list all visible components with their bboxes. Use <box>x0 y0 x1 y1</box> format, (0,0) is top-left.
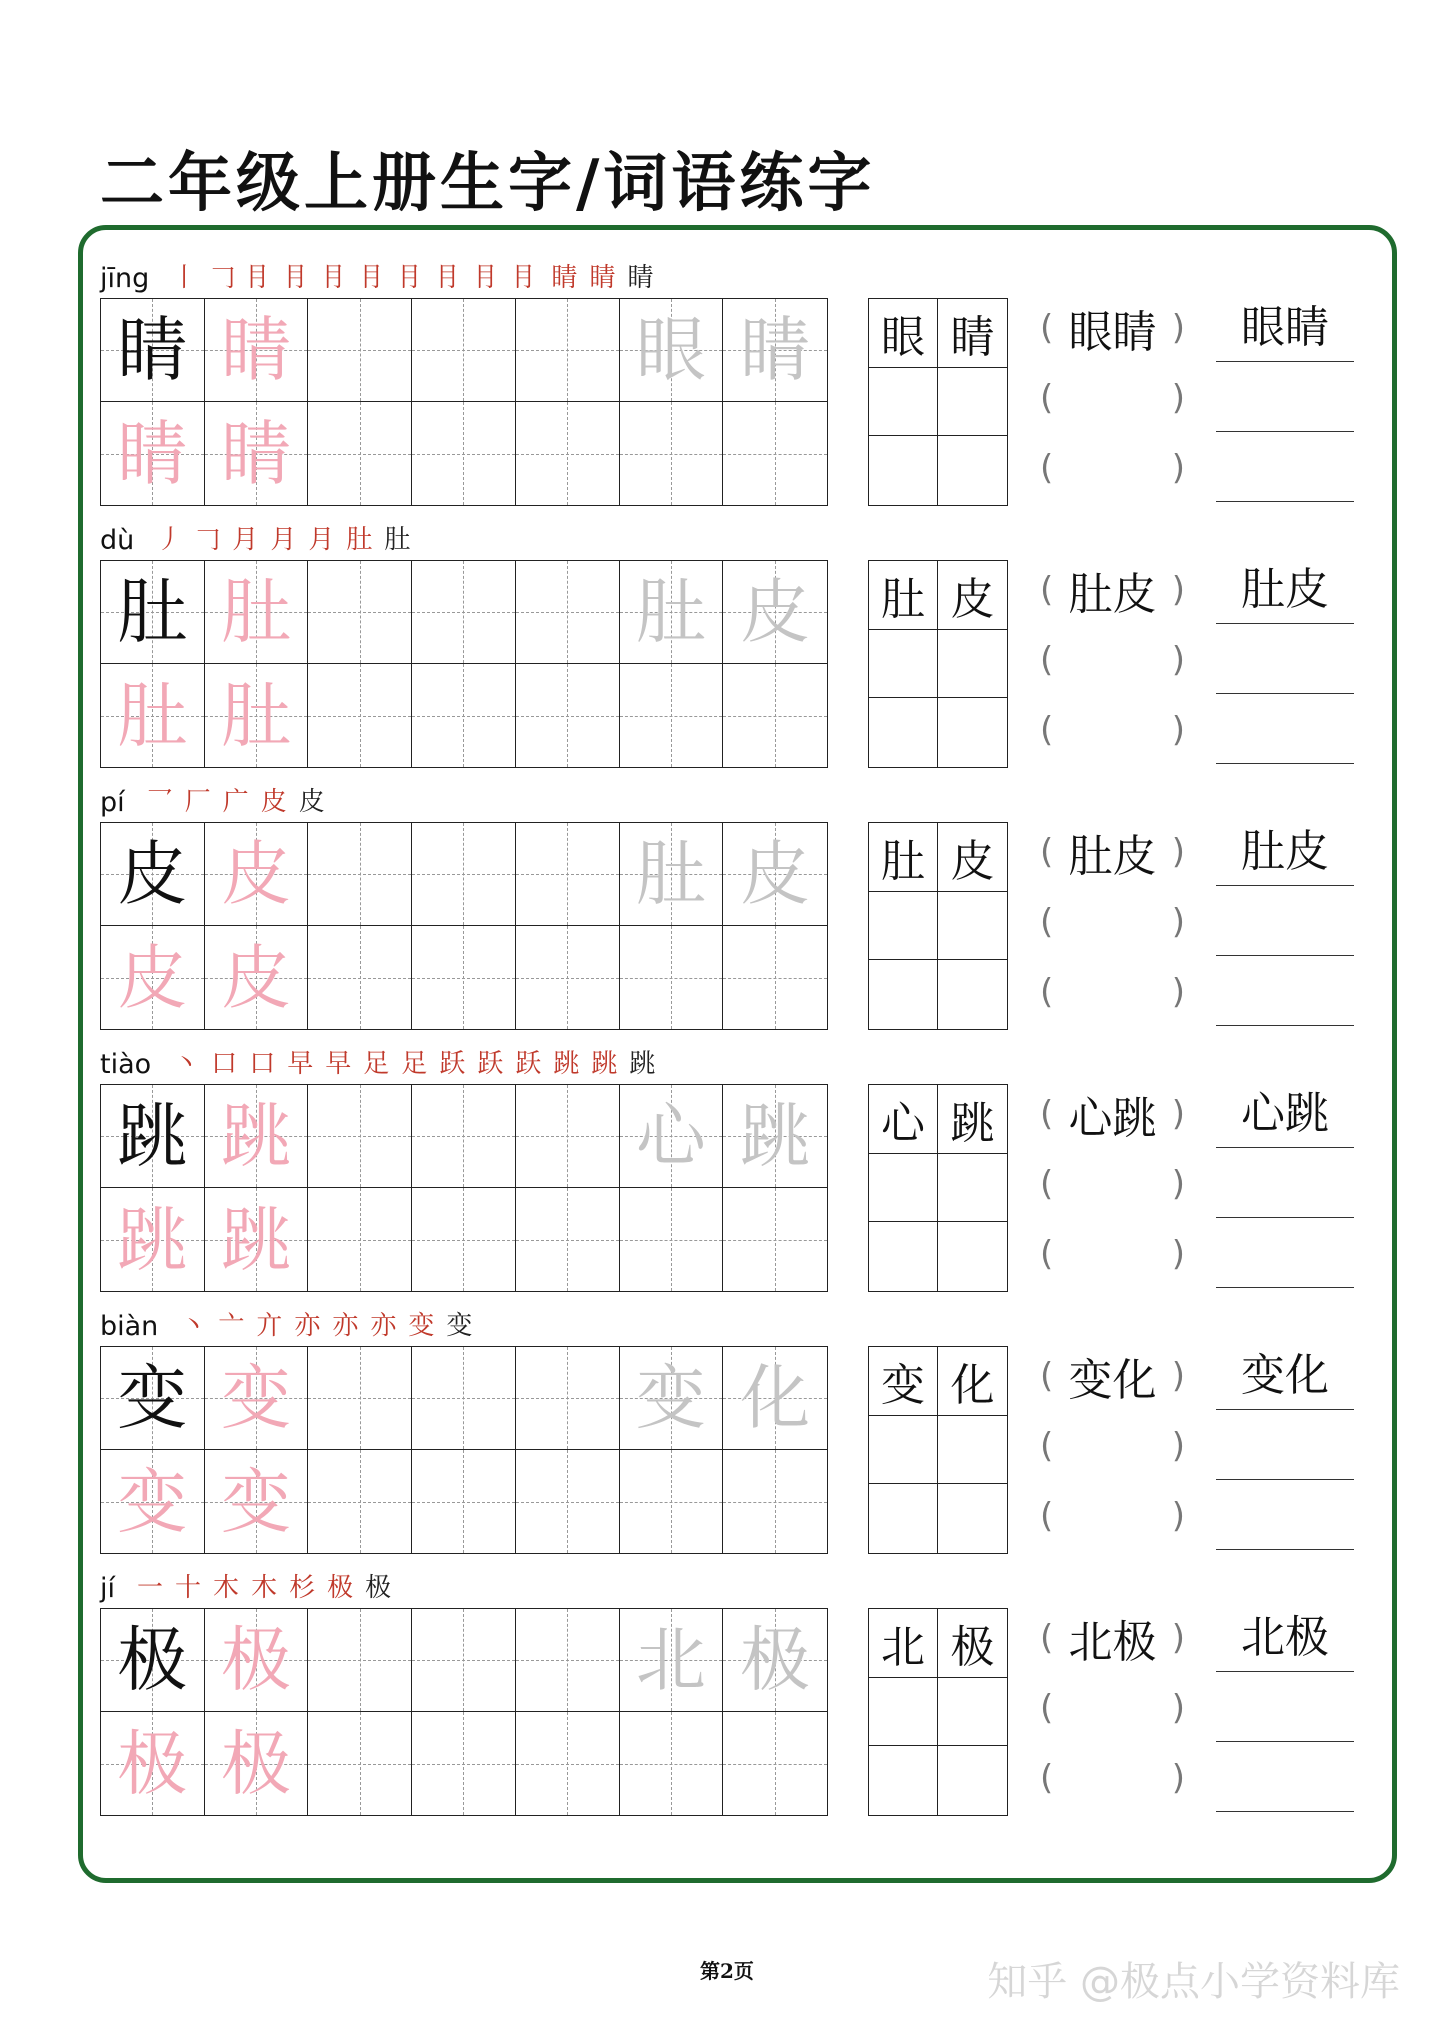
paren-blank[interactable]: ( ) <box>1040 902 1185 942</box>
word-cell-empty[interactable] <box>938 1416 1007 1485</box>
practice-cell-char: 变 <box>205 1347 309 1450</box>
word-cell-char: 肚 <box>869 561 938 630</box>
underline-word: 心跳 <box>1216 1084 1354 1148</box>
stroke-step: 丿 <box>156 525 183 555</box>
stroke-step: 跳 <box>629 1049 656 1079</box>
word-grid <box>868 560 1008 768</box>
pinyin: jīng <box>100 263 150 294</box>
paren-blank[interactable]: ( ) <box>1040 972 1185 1012</box>
practice-cell-empty[interactable] <box>412 664 516 767</box>
practice-cell-empty[interactable] <box>308 1712 412 1815</box>
stroke-step: 跃 <box>515 1049 542 1079</box>
paren-blank[interactable]: ( ) <box>1040 1496 1185 1536</box>
stroke-step: 极 <box>327 1573 354 1603</box>
practice-grid <box>100 1608 828 1816</box>
paren-blank[interactable]: ( ) <box>1040 710 1185 750</box>
paren-blank[interactable]: ( ) <box>1040 1688 1185 1728</box>
word-cell-char: 跳 <box>938 1085 1007 1154</box>
word-cell-char: 北 <box>869 1609 938 1678</box>
practice-cell-char: 化 <box>723 1347 827 1450</box>
word-cell-empty[interactable] <box>938 1154 1007 1223</box>
stroke-step: 肚 <box>346 525 373 555</box>
pinyin: dù <box>100 525 135 556</box>
word-cell-char: 肚 <box>869 823 938 892</box>
word-cell-empty[interactable] <box>869 368 938 437</box>
practice-cell-empty[interactable] <box>723 1188 827 1291</box>
practice-cell-char: 睛 <box>205 402 309 505</box>
word-cell-char: 极 <box>938 1609 1007 1678</box>
practice-cell-empty[interactable] <box>620 664 724 767</box>
practice-cell-char: 北 <box>620 1609 724 1712</box>
underline-blank[interactable] <box>1216 1486 1354 1550</box>
stroke-step: 跳 <box>553 1049 580 1079</box>
practice-cell-empty[interactable] <box>723 664 827 767</box>
practice-cell-empty[interactable] <box>308 1609 412 1712</box>
practice-cell-empty[interactable] <box>308 823 412 926</box>
practice-cell-char: 极 <box>205 1609 309 1712</box>
practice-cell-empty[interactable] <box>412 823 516 926</box>
practice-cell-empty[interactable] <box>723 1450 827 1553</box>
stroke-step: 足 <box>363 1049 390 1079</box>
practice-cell-empty[interactable] <box>412 1450 516 1553</box>
practice-cell-char: 极 <box>101 1609 205 1712</box>
word-cell-empty[interactable] <box>869 1678 938 1747</box>
word-cell-empty[interactable] <box>938 630 1007 699</box>
practice-cell-empty[interactable] <box>723 1712 827 1815</box>
stroke-step: 早 <box>287 1049 314 1079</box>
practice-grid <box>100 298 828 506</box>
underline-blank[interactable] <box>1216 368 1354 432</box>
word-cell-empty[interactable] <box>938 698 1007 767</box>
stroke-step: 木 <box>213 1573 240 1603</box>
practice-cell-char: 肚 <box>205 664 309 767</box>
stroke-step: ⺝ <box>247 263 274 293</box>
stroke-order-row <box>100 1566 403 1604</box>
practice-cell-empty[interactable] <box>308 299 412 402</box>
stroke-step: 口 <box>249 1049 276 1079</box>
underline-blank[interactable] <box>1216 1678 1354 1742</box>
underline-column <box>1216 1346 1354 1554</box>
practice-cell-empty[interactable] <box>412 1347 516 1450</box>
word-cell-empty[interactable] <box>869 1154 938 1223</box>
underline-column <box>1216 1084 1354 1292</box>
stroke-step: 亦 <box>370 1311 397 1341</box>
underline-word: 眼睛 <box>1216 298 1354 362</box>
stroke-step: ⺝ <box>513 263 540 293</box>
practice-cell-empty[interactable] <box>308 1450 412 1553</box>
pinyin: biàn <box>100 1311 159 1342</box>
stroke-step: 丨 <box>171 263 198 293</box>
word-cell-char: 化 <box>938 1347 1007 1416</box>
stroke-step: 丶 <box>180 1311 207 1341</box>
practice-cell-empty[interactable] <box>516 1085 620 1188</box>
stroke-step: 十 <box>175 1573 202 1603</box>
underline-blank[interactable] <box>1216 1416 1354 1480</box>
stroke-order-row <box>100 1042 667 1080</box>
practice-cell-char: 跳 <box>205 1188 309 1291</box>
stroke-step: 亣 <box>256 1311 283 1341</box>
paren-word: ( 肚皮 ) <box>1040 831 1185 882</box>
practice-cell-char: 肚 <box>620 561 724 664</box>
word-cell-empty[interactable] <box>938 1222 1007 1291</box>
practice-cell-char: 睛 <box>205 299 309 402</box>
stroke-step: 月 <box>308 525 335 555</box>
paren-word: ( 肚皮 ) <box>1040 569 1185 620</box>
word-cell-empty[interactable] <box>938 1678 1007 1747</box>
stroke-step: 杉 <box>289 1573 316 1603</box>
underline-blank[interactable] <box>1216 630 1354 694</box>
practice-cell-empty[interactable] <box>516 1609 620 1712</box>
word-cell-char: 皮 <box>938 823 1007 892</box>
practice-cell-char: 皮 <box>205 926 309 1029</box>
paren-blank[interactable]: ( ) <box>1040 378 1185 418</box>
practice-cell-empty[interactable] <box>412 561 516 664</box>
word-cell-char: 睛 <box>938 299 1007 368</box>
stroke-step: 早 <box>325 1049 352 1079</box>
stroke-step: 跳 <box>591 1049 618 1079</box>
paren-column <box>1040 1346 1185 1554</box>
practice-cell-char: 皮 <box>101 823 205 926</box>
practice-cell-char: 极 <box>723 1609 827 1712</box>
stroke-step: 丶 <box>173 1049 200 1079</box>
practice-cell-char: 睛 <box>101 299 205 402</box>
stroke-step: 𠃌 <box>194 525 221 555</box>
word-grid <box>868 1084 1008 1292</box>
stroke-order-row <box>100 780 337 818</box>
practice-cell-char: 变 <box>620 1347 724 1450</box>
word-cell-empty[interactable] <box>938 1746 1007 1815</box>
stroke-order-row <box>100 1304 484 1342</box>
practice-cell-char: 变 <box>101 1347 205 1450</box>
practice-cell-empty[interactable] <box>516 1347 620 1450</box>
word-cell-empty[interactable] <box>938 436 1007 505</box>
paren-blank[interactable]: ( ) <box>1040 448 1185 488</box>
underline-column <box>1216 560 1354 768</box>
practice-cell-char: 眼 <box>620 299 724 402</box>
stroke-step: 月 <box>270 525 297 555</box>
stroke-step: ⺝ <box>475 263 502 293</box>
word-cell-empty[interactable] <box>869 630 938 699</box>
underline-column <box>1216 822 1354 1030</box>
practice-cell-empty[interactable] <box>308 1188 412 1291</box>
practice-cell-empty[interactable] <box>308 926 412 1029</box>
practice-cell-empty[interactable] <box>412 1085 516 1188</box>
word-cell-empty[interactable] <box>869 960 938 1029</box>
practice-cell-empty[interactable] <box>308 402 412 505</box>
word-cell-char: 皮 <box>938 561 1007 630</box>
word-cell-empty[interactable] <box>869 1746 938 1815</box>
word-cell-empty[interactable] <box>938 1484 1007 1553</box>
practice-cell-empty[interactable] <box>412 1609 516 1712</box>
paren-word: ( 心跳 ) <box>1040 1093 1185 1144</box>
practice-cell-empty[interactable] <box>412 299 516 402</box>
underline-word: 变化 <box>1216 1346 1354 1410</box>
paren-column <box>1040 1084 1185 1292</box>
word-cell-empty[interactable] <box>938 892 1007 961</box>
practice-cell-empty[interactable] <box>516 1188 620 1291</box>
practice-cell-empty[interactable] <box>412 1188 516 1291</box>
practice-cell-char: 肚 <box>101 561 205 664</box>
practice-cell-char: 极 <box>101 1712 205 1815</box>
char-section <box>100 262 1360 517</box>
paren-blank[interactable]: ( ) <box>1040 1426 1185 1466</box>
stroke-step: 亦 <box>332 1311 359 1341</box>
practice-cell-empty[interactable] <box>516 299 620 402</box>
practice-cell-empty[interactable] <box>308 1085 412 1188</box>
practice-grid <box>100 1346 828 1554</box>
char-section <box>100 1048 1360 1303</box>
practice-grid <box>100 560 828 768</box>
paren-word: ( 变化 ) <box>1040 1355 1185 1406</box>
underline-blank[interactable] <box>1216 1224 1354 1288</box>
word-grid <box>868 1346 1008 1554</box>
practice-cell-char: 皮 <box>723 823 827 926</box>
underline-word: 肚皮 <box>1216 822 1354 886</box>
underline-column <box>1216 1608 1354 1816</box>
practice-cell-char: 跳 <box>723 1085 827 1188</box>
word-grid <box>868 822 1008 1030</box>
practice-cell-char: 皮 <box>723 561 827 664</box>
practice-cell-empty[interactable] <box>723 402 827 505</box>
underline-blank[interactable] <box>1216 438 1354 502</box>
paren-blank[interactable]: ( ) <box>1040 1758 1185 1798</box>
char-section <box>100 786 1360 1041</box>
practice-cell-empty[interactable] <box>516 664 620 767</box>
page-title: 二年级上册生字/词语练字 <box>100 147 876 221</box>
word-cell-empty[interactable] <box>938 960 1007 1029</box>
stroke-step: 皮 <box>298 787 325 817</box>
practice-cell-char: 跳 <box>205 1085 309 1188</box>
paren-word: ( 北极 ) <box>1040 1617 1185 1668</box>
practice-cell-char: 极 <box>205 1712 309 1815</box>
stroke-step: 肚 <box>384 525 411 555</box>
stroke-step: 亠 <box>218 1311 245 1341</box>
practice-cell-empty[interactable] <box>412 1712 516 1815</box>
stroke-step: 亦 <box>294 1311 321 1341</box>
word-cell-char: 眼 <box>869 299 938 368</box>
practice-cell-empty[interactable] <box>516 1450 620 1553</box>
char-section <box>100 524 1360 779</box>
paren-column <box>1040 560 1185 768</box>
word-cell-empty[interactable] <box>869 1484 938 1553</box>
practice-cell-char: 肚 <box>205 561 309 664</box>
practice-cell-empty[interactable] <box>308 664 412 767</box>
practice-cell-empty[interactable] <box>620 926 724 1029</box>
underline-blank[interactable] <box>1216 892 1354 956</box>
underline-word: 北极 <box>1216 1608 1354 1672</box>
paren-blank[interactable]: ( ) <box>1040 640 1185 680</box>
pinyin: pí <box>100 787 125 818</box>
word-cell-empty[interactable] <box>869 698 938 767</box>
stroke-order-row <box>100 256 665 294</box>
paren-column <box>1040 1608 1185 1816</box>
practice-cell-char: 睛 <box>101 402 205 505</box>
stroke-step: ⺝ <box>399 263 426 293</box>
stroke-step: 睛 <box>627 263 654 293</box>
stroke-step: 极 <box>365 1573 392 1603</box>
watermark: 知乎 @极点小学资料库 <box>987 1959 1400 2005</box>
practice-cell-char: 变 <box>101 1450 205 1553</box>
word-cell-char: 变 <box>869 1347 938 1416</box>
practice-cell-char: 肚 <box>620 823 724 926</box>
practice-cell-char: 皮 <box>205 823 309 926</box>
char-section <box>100 1572 1360 1827</box>
practice-cell-empty[interactable] <box>620 1712 724 1815</box>
practice-cell-empty[interactable] <box>412 402 516 505</box>
paren-word: ( 眼睛 ) <box>1040 307 1185 358</box>
stroke-step: ⺝ <box>361 263 388 293</box>
word-cell-char: 心 <box>869 1085 938 1154</box>
pinyin: tiào <box>100 1049 152 1080</box>
stroke-step: 木 <box>251 1573 278 1603</box>
word-cell-empty[interactable] <box>869 1416 938 1485</box>
underline-word: 肚皮 <box>1216 560 1354 624</box>
practice-cell-char: 变 <box>205 1450 309 1553</box>
word-cell-empty[interactable] <box>869 436 938 505</box>
practice-cell-empty[interactable] <box>516 402 620 505</box>
practice-grid <box>100 822 828 1030</box>
paren-blank[interactable]: ( ) <box>1040 1164 1185 1204</box>
practice-cell-char: 跳 <box>101 1085 205 1188</box>
char-section <box>100 1310 1360 1565</box>
page-number: 第2页 <box>700 1959 754 1983</box>
paren-blank[interactable]: ( ) <box>1040 1234 1185 1274</box>
stroke-step: 一 <box>137 1573 164 1603</box>
practice-cell-empty[interactable] <box>620 402 724 505</box>
practice-cell-empty[interactable] <box>516 926 620 1029</box>
underline-blank[interactable] <box>1216 1154 1354 1218</box>
word-grid <box>868 298 1008 506</box>
practice-cell-empty[interactable] <box>516 561 620 664</box>
practice-cell-empty[interactable] <box>516 1712 620 1815</box>
underline-blank[interactable] <box>1216 1748 1354 1812</box>
practice-cell-empty[interactable] <box>308 561 412 664</box>
practice-cell-char: 睛 <box>723 299 827 402</box>
stroke-step: 变 <box>408 1311 435 1341</box>
stroke-step: 厂 <box>184 787 211 817</box>
stroke-step: ⺝ <box>437 263 464 293</box>
underline-column <box>1216 298 1354 506</box>
stroke-step: ⺝ <box>285 263 312 293</box>
practice-cell-char: 皮 <box>101 926 205 1029</box>
stroke-step: ⺝ <box>323 263 350 293</box>
stroke-order-row <box>100 518 422 556</box>
stroke-step: 睛 <box>551 263 578 293</box>
stroke-step: 跃 <box>477 1049 504 1079</box>
word-grid <box>868 1608 1008 1816</box>
paren-column <box>1040 822 1185 1030</box>
underline-blank[interactable] <box>1216 700 1354 764</box>
practice-cell-char: 肚 <box>101 664 205 767</box>
underline-blank[interactable] <box>1216 962 1354 1026</box>
practice-cell-empty[interactable] <box>620 1188 724 1291</box>
paren-column <box>1040 298 1185 506</box>
stroke-step: 变 <box>446 1311 473 1341</box>
practice-cell-empty[interactable] <box>412 926 516 1029</box>
word-cell-empty[interactable] <box>869 1222 938 1291</box>
word-cell-empty[interactable] <box>938 368 1007 437</box>
word-cell-empty[interactable] <box>869 892 938 961</box>
practice-cell-empty[interactable] <box>723 926 827 1029</box>
stroke-step: 皮 <box>260 787 287 817</box>
practice-cell-char: 跳 <box>101 1188 205 1291</box>
stroke-step: 月 <box>232 525 259 555</box>
practice-cell-empty[interactable] <box>308 1347 412 1450</box>
stroke-step: 跃 <box>439 1049 466 1079</box>
stroke-step: 足 <box>401 1049 428 1079</box>
stroke-step: 口 <box>211 1049 238 1079</box>
stroke-step: 睛 <box>589 263 616 293</box>
practice-cell-empty[interactable] <box>620 1450 724 1553</box>
practice-cell-char: 心 <box>620 1085 724 1188</box>
stroke-step: 乛 <box>146 787 173 817</box>
stroke-step: 𠃌 <box>209 263 236 293</box>
pinyin: jí <box>100 1573 116 1604</box>
practice-grid <box>100 1084 828 1292</box>
stroke-step: 广 <box>222 787 249 817</box>
practice-cell-empty[interactable] <box>516 823 620 926</box>
